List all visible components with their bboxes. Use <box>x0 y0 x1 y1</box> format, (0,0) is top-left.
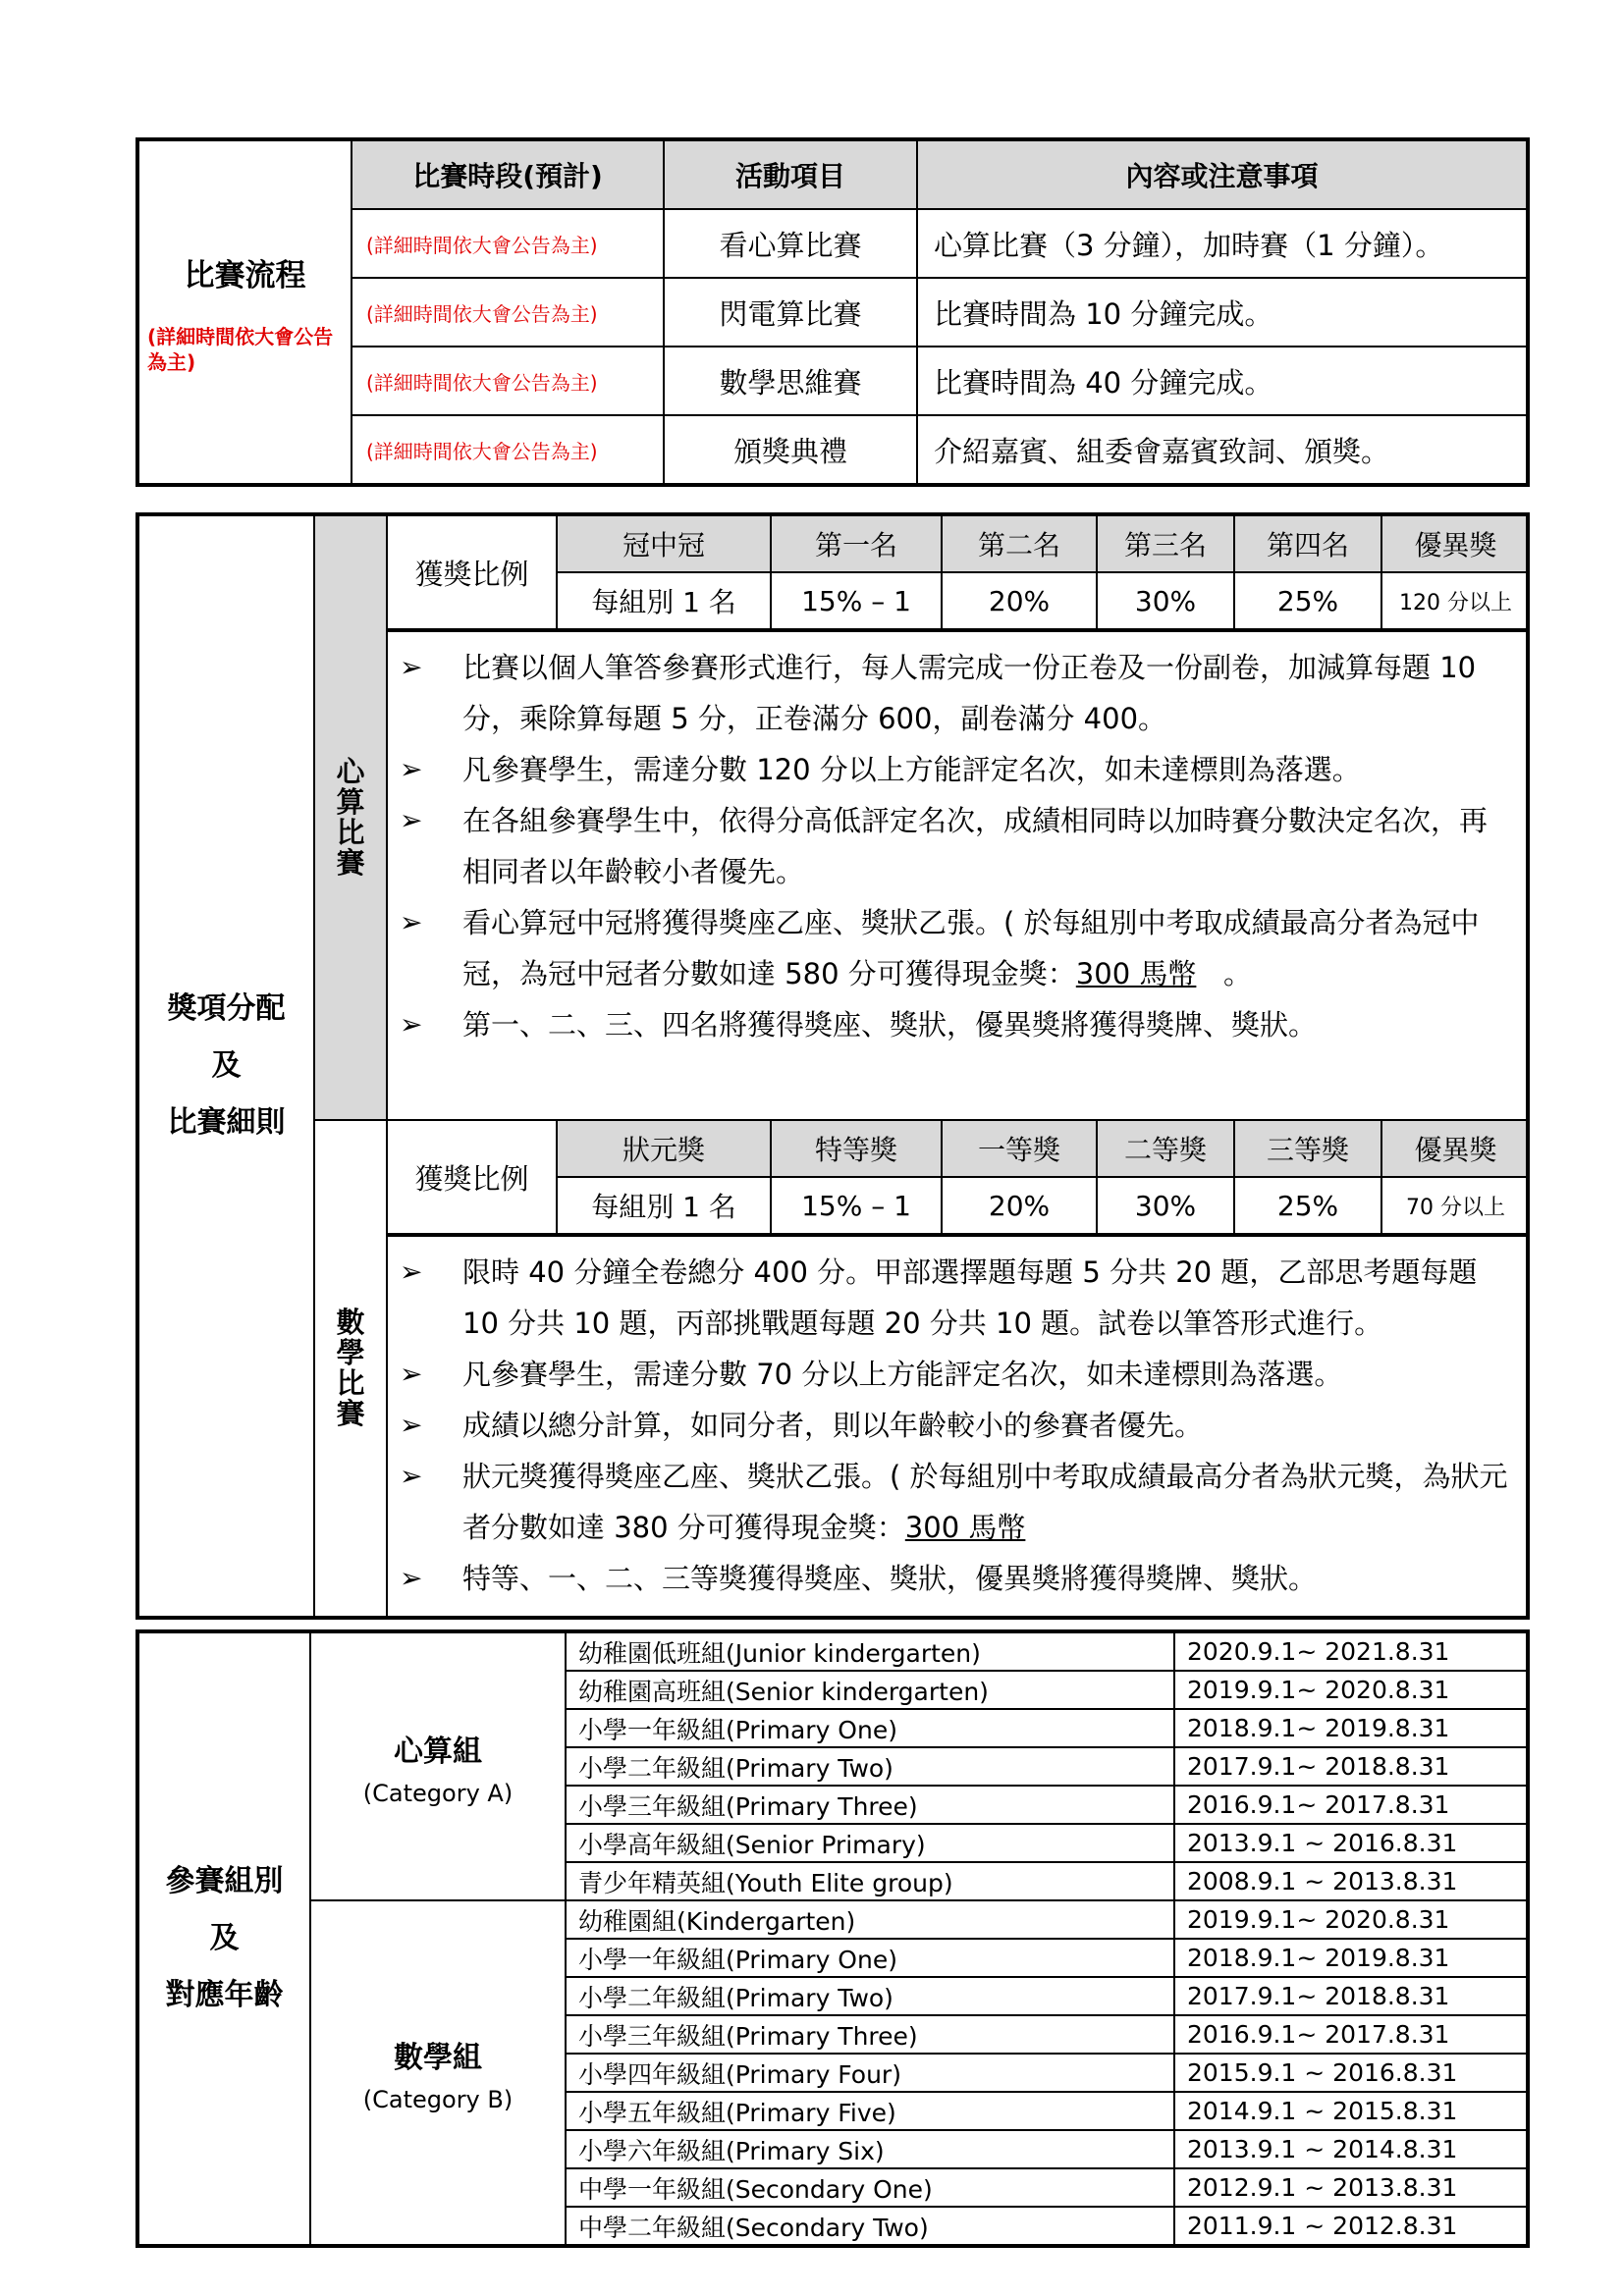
category-a-en: (Category A) <box>362 1779 514 1807</box>
math-award-value: 每組別 1 名 <box>557 1177 771 1234</box>
schedule-time: (詳細時間依大會公告為主) <box>352 347 664 415</box>
math-award-header: 二等獎 <box>1097 1121 1234 1177</box>
mental-label-text: 心算比賽 <box>336 755 365 880</box>
group-dates: 2017.9.1~ 2018.8.31 <box>1174 1977 1528 2015</box>
group-dates: 2013.9.1 ~ 2016.8.31 <box>1174 1824 1528 1862</box>
arrow-bullet-icon: ➢ <box>400 906 423 938</box>
group-name: 小學三年級組(Primary Three) <box>566 2015 1174 2054</box>
mental-award-value: 120 分以上 <box>1381 572 1529 629</box>
note-item <box>400 1451 1510 1553</box>
math-award-value: 25% <box>1234 1177 1381 1234</box>
schedule-item: 頒獎典禮 <box>664 415 917 485</box>
mental-award-header: 冠中冠 <box>557 516 771 572</box>
schedule-desc: 比賽時間為 10 分鐘完成。 <box>917 278 1528 347</box>
note-text: 凡參賽學生，需達分數 70 分以上方能評定名次，如未達標則為落選。 <box>462 1358 1343 1391</box>
note-text: 在各組參賽學生中，依得分高低評定名次，成績相同時以加時賽分數決定名次，再相同者以年齡較小者優先。 <box>462 804 1489 888</box>
note-item <box>400 1400 1510 1451</box>
group-name: 青少年精英組(Youth Elite group) <box>566 1862 1174 1900</box>
mental-award-header: 優異獎 <box>1381 516 1529 572</box>
schedule-side-note: (詳細時間依大會公告為主) <box>147 324 334 374</box>
math-ratio-table <box>388 1121 1529 1235</box>
group-name: 小學高年級組(Senior Primary) <box>566 1824 1174 1862</box>
cash-prize: 300 馬幣 <box>904 1511 1026 1544</box>
groups-side-cell <box>137 1631 310 2246</box>
note-item <box>400 795 1510 897</box>
math-award-header: 優異獎 <box>1381 1121 1529 1177</box>
math-ratio-row <box>137 1120 1528 1236</box>
note-text: 成績以總分計算，如同分者，則以年齡較小的參賽者優先。 <box>462 1409 1204 1442</box>
note-text: 凡參賽學生，需達分數 120 分以上方能評定名次，如未達標則為落選。 <box>462 753 1361 786</box>
mental-award-header: 第一名 <box>771 516 942 572</box>
arrow-bullet-icon: ➢ <box>400 651 423 683</box>
schedule-header-row <box>137 139 1528 209</box>
schedule-time: (詳細時間依大會公告為主) <box>352 415 664 485</box>
schedule-time: (詳細時間依大會公告為主) <box>352 209 664 278</box>
mental-notes-cell <box>387 631 1528 1120</box>
math-ratio-cell <box>387 1120 1528 1236</box>
group-dates: 2017.9.1~ 2018.8.31 <box>1174 1747 1528 1786</box>
schedule-desc: 比賽時間為 40 分鐘完成。 <box>917 347 1528 415</box>
group-dates: 2020.9.1~ 2021.8.31 <box>1174 1631 1528 1671</box>
note-text: 狀元獎獲得獎座乙座、獎狀乙張。( 於每組別中考取成績最高分者為狀元獎，為狀元者分數如達 380 分可獲得現金獎： <box>462 1460 1508 1544</box>
category-a-name: 心算組 <box>394 1734 482 1769</box>
note-text: 第一、二、三、四名將獲得獎座、獎狀，優異獎將獲得獎牌、獎狀。 <box>462 1008 1318 1041</box>
note-text: 看心算冠中冠將獲得獎座乙座、獎狀乙張。( 於每組別中考取成績最高分者為冠中冠，為冠中冠者分數如達 580 分可獲得現金獎： <box>462 906 1480 990</box>
group-dates: 2016.9.1~ 2017.8.31 <box>1174 2015 1528 2054</box>
note-item <box>400 1349 1510 1400</box>
arrow-bullet-icon: ➢ <box>400 1562 423 1594</box>
awards-side-title-2: 及 <box>211 1048 242 1083</box>
math-award-value: 20% <box>942 1177 1097 1234</box>
note-item <box>400 897 1510 999</box>
schedule-header-desc: 內容或注意事項 <box>917 139 1528 209</box>
math-award-header: 三等獎 <box>1234 1121 1381 1177</box>
awards-side-title-1: 獎項分配 <box>167 991 286 1026</box>
category-b-name: 數學組 <box>394 2040 482 2075</box>
math-ratio-label: 獲獎比例 <box>388 1121 557 1234</box>
note-text: 限時 40 分鐘全卷總分 400 分。甲部選擇題每題 5 分共 20 題，乙部思考題每題 10 分共 10 題，丙部挑戰題每題 20 分共 10 題。試卷以筆答形式進行。 <box>462 1255 1478 1340</box>
group-dates: 2019.9.1~ 2020.8.31 <box>1174 1671 1528 1709</box>
schedule-desc: 心算比賽（3 分鐘），加時賽（1 分鐘）。 <box>917 209 1528 278</box>
group-dates: 2013.9.1 ~ 2014.8.31 <box>1174 2130 1528 2168</box>
mental-ratio-row <box>137 514 1528 631</box>
mental-award-value: 每組別 1 名 <box>557 572 771 629</box>
schedule-item: 閃電算比賽 <box>664 278 917 347</box>
category-b-cell <box>310 1900 566 2246</box>
group-dates: 2018.9.1~ 2019.8.31 <box>1174 1939 1528 1977</box>
arrow-bullet-icon: ➢ <box>400 1460 423 1492</box>
groups-side-title-1: 參賽組別 <box>165 1864 284 1898</box>
groups-side-title-2: 及 <box>209 1921 240 1955</box>
group-dates: 2011.9.1 ~ 2012.8.31 <box>1174 2207 1528 2246</box>
group-dates: 2012.9.1 ~ 2013.8.31 <box>1174 2168 1528 2207</box>
schedule-time: (詳細時間依大會公告為主) <box>352 278 664 347</box>
arrow-bullet-icon: ➢ <box>400 804 423 836</box>
group-name: 小學五年級組(Primary Five) <box>566 2092 1174 2130</box>
note-text: 特等、一、二、三等獎獲得獎座、獎狀，優異獎將獲得獎牌、獎狀。 <box>462 1562 1318 1595</box>
schedule-item: 看心算比賽 <box>664 209 917 278</box>
groups-side-title-3: 對應年齡 <box>165 1978 284 2012</box>
group-dates: 2014.9.1 ~ 2015.8.31 <box>1174 2092 1528 2130</box>
group-dates: 2016.9.1~ 2017.8.31 <box>1174 1786 1528 1824</box>
math-label-text: 數學比賽 <box>336 1306 365 1430</box>
arrow-bullet-icon: ➢ <box>400 753 423 785</box>
schedule-table <box>135 137 1530 487</box>
note-item <box>400 1553 1510 1604</box>
group-name: 幼稚園高班組(Senior kindergarten) <box>566 1671 1174 1709</box>
group-name: 小學三年級組(Primary Three) <box>566 1786 1174 1824</box>
cash-suffix: 。 <box>1223 957 1253 990</box>
mental-ratio-cell <box>387 514 1528 631</box>
mental-award-header: 第二名 <box>942 516 1097 572</box>
math-award-value: 30% <box>1097 1177 1234 1234</box>
schedule-header-time: 比賽時段(預計) <box>352 139 664 209</box>
note-text: 比賽以個人筆答參賽形式進行，每人需完成一份正卷及一份副卷，加減算每題 10 分，乘除算每題 5 分，正卷滿分 600，副卷滿分 400。 <box>462 651 1477 735</box>
schedule-header-item: 活動項目 <box>664 139 917 209</box>
group-dates: 2018.9.1~ 2019.8.31 <box>1174 1709 1528 1747</box>
math-award-value: 70 分以上 <box>1381 1177 1529 1234</box>
mental-award-value: 20% <box>942 572 1097 629</box>
group-name: 幼稚園組(Kindergarten) <box>566 1900 1174 1939</box>
group-name: 中學二年級組(Secondary Two) <box>566 2207 1174 2246</box>
group-dates: 2015.9.1 ~ 2016.8.31 <box>1174 2054 1528 2092</box>
mental-award-header: 第三名 <box>1097 516 1234 572</box>
mental-award-value: 30% <box>1097 572 1234 629</box>
math-award-value: 15% – 1 <box>771 1177 942 1234</box>
schedule-side-cell <box>137 139 352 485</box>
group-dates: 2019.9.1~ 2020.8.31 <box>1174 1900 1528 1939</box>
group-row <box>137 1900 1528 1939</box>
cash-prize: 300 馬幣 <box>1075 957 1197 990</box>
mental-ratio-table <box>388 516 1529 630</box>
arrow-bullet-icon: ➢ <box>400 1409 423 1441</box>
arrow-bullet-icon: ➢ <box>400 1255 423 1288</box>
group-name: 中學一年級組(Secondary One) <box>566 2168 1174 2207</box>
groups-table <box>135 1629 1530 2248</box>
arrow-bullet-icon: ➢ <box>400 1358 423 1390</box>
math-section-label <box>314 1120 387 1618</box>
awards-table <box>135 512 1530 1620</box>
mental-award-value: 25% <box>1234 572 1381 629</box>
group-name: 小學一年級組(Primary One) <box>566 1939 1174 1977</box>
mental-section-label <box>314 514 387 1120</box>
schedule-item: 數學思維賽 <box>664 347 917 415</box>
group-name: 小學六年級組(Primary Six) <box>566 2130 1174 2168</box>
schedule-desc: 介紹嘉賓、組委會嘉賓致詞、頒獎。 <box>917 415 1528 485</box>
category-a-cell <box>310 1631 566 1900</box>
group-name: 小學二年級組(Primary Two) <box>566 1977 1174 2015</box>
group-row <box>137 1631 1528 1671</box>
group-name: 幼稚園低班組(Junior kindergarten) <box>566 1631 1174 1671</box>
group-name: 小學一年級組(Primary One) <box>566 1709 1174 1747</box>
category-b-en: (Category B) <box>362 2085 514 2113</box>
math-award-header: 特等獎 <box>771 1121 942 1177</box>
awards-side-cell <box>137 514 314 1618</box>
math-award-header: 一等獎 <box>942 1121 1097 1177</box>
note-item <box>400 1247 1510 1349</box>
note-item <box>400 999 1510 1050</box>
awards-side-title-3: 比賽細則 <box>167 1105 286 1140</box>
mental-award-header: 第四名 <box>1234 516 1381 572</box>
group-dates: 2008.9.1 ~ 2013.8.31 <box>1174 1862 1528 1900</box>
group-name: 小學四年級組(Primary Four) <box>566 2054 1174 2092</box>
note-item <box>400 642 1510 744</box>
note-item <box>400 744 1510 795</box>
mental-ratio-label: 獲獎比例 <box>388 516 557 629</box>
group-name: 小學二年級組(Primary Two) <box>566 1747 1174 1786</box>
math-notes-cell <box>387 1236 1528 1618</box>
mental-award-value: 15% – 1 <box>771 572 942 629</box>
schedule-side-title: 比賽流程 <box>184 257 306 294</box>
math-award-header: 狀元獎 <box>557 1121 771 1177</box>
arrow-bullet-icon: ➢ <box>400 1008 423 1041</box>
